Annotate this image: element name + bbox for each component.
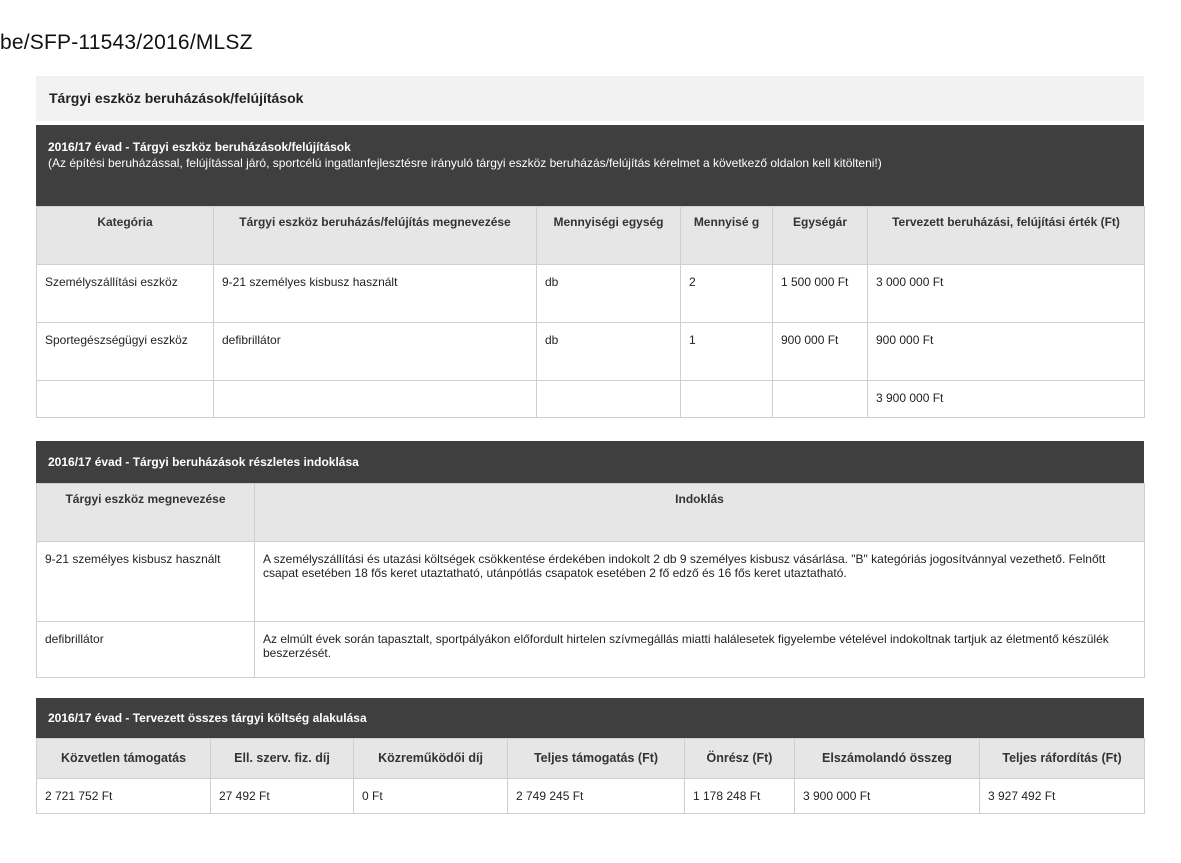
- table-row: [37, 265, 1145, 323]
- col-header: Ell. szerv. fiz. díj: [211, 739, 354, 779]
- cell-own-contribution: 1 178 248 Ft: [685, 779, 795, 814]
- cell-control-fee: 27 492 Ft: [211, 779, 354, 814]
- cell-category: Személyszállítási eszköz: [37, 265, 214, 323]
- justification-table: [36, 483, 1145, 678]
- cell-accountable-amount: 3 900 000 Ft: [795, 779, 980, 814]
- cell-quantity: 2: [681, 265, 773, 323]
- assets-table-header-row: [37, 207, 1145, 265]
- cell-item-name: 9-21 személyes kisbusz használt: [37, 542, 255, 622]
- col-header: Teljes támogatás (Ft): [508, 739, 685, 779]
- cost-summary-table: [36, 738, 1145, 814]
- cell-unit-price: 1 500 000 Ft: [773, 265, 868, 323]
- cell-justification: A személyszállítási és utazási költségek csökkentése érdekében indokolt 2 db 9 személyes kisbusz vásárlása. "B" kategóriás jogosítvánnyal vezethető. Felnőtt csapat esetében 18 fős keret utaztatható, utánpótlás csapatok esetében 2 fő edző és 16 fős keret utaztatható.: [255, 542, 1145, 622]
- cost-summary-header-row: [37, 739, 1145, 779]
- cell-total-expenditure: 3 927 492 Ft: [980, 779, 1145, 814]
- table-row: [37, 323, 1145, 381]
- cost-summary-table-block: [36, 698, 1144, 814]
- cell-quantity: 1: [681, 323, 773, 381]
- col-header: Kategória: [37, 207, 214, 265]
- cell-category: Sportegészségügyi eszköz: [37, 323, 214, 381]
- table-row: [37, 542, 1145, 622]
- cell-planned-value: 900 000 Ft: [868, 323, 1145, 381]
- cell-item-name: defibrillátor: [37, 622, 255, 678]
- col-header: Tárgyi eszköz megnevezése: [37, 484, 255, 542]
- assets-table: [36, 206, 1145, 418]
- table-row: [37, 779, 1145, 814]
- col-header: Mennyisé g: [681, 207, 773, 265]
- justification-header-row: [37, 484, 1145, 542]
- col-header: Teljes ráfordítás (Ft): [980, 739, 1145, 779]
- col-header: Mennyiségi egység: [537, 207, 681, 265]
- assets-table-note: (Az építési beruházással, felújítással járó, sportcélú ingatlanfejlesztésre irányuló tárgyi eszköz beruházás/felújítás kérelmet a következő oldalon kell kitölteni!): [48, 156, 882, 170]
- section-title: Tárgyi eszköz beruházások/felújítások: [36, 76, 1144, 121]
- cell-unit: db: [537, 323, 681, 381]
- col-header: Indoklás: [255, 484, 1145, 542]
- col-header: Tervezett beruházási, felújítási érték (Ft): [868, 207, 1145, 265]
- table-row: [37, 622, 1145, 678]
- justification-table-block: [36, 441, 1144, 678]
- cell-item-name: defibrillátor: [214, 323, 537, 381]
- cell-total-support: 2 749 245 Ft: [508, 779, 685, 814]
- cell-total: 3 900 000 Ft: [868, 381, 1145, 418]
- total-row: [37, 381, 1145, 418]
- cell-intermediary-fee: 0 Ft: [354, 779, 508, 814]
- assets-table-title-bar: [36, 125, 1144, 206]
- assets-table-block: [36, 125, 1144, 418]
- cell-unit: db: [537, 265, 681, 323]
- justification-table-title: 2016/17 évad - Tárgyi beruházások részletes indoklása: [36, 441, 1144, 483]
- cell-justification: Az elmúlt évek során tapasztalt, sportpályákon előfordult hirtelen szívmegállás miatti halálesetek figyelembe vételével indokoltnak tartjuk az életmentő készülék beszerzését.: [255, 622, 1145, 678]
- document-id: be/SFP-11543/2016/MLSZ: [0, 31, 253, 54]
- cell-unit-price: 900 000 Ft: [773, 323, 868, 381]
- cost-summary-table-title: 2016/17 évad - Tervezett összes tárgyi költség alakulása: [36, 698, 1144, 738]
- col-header: Elszámolandó összeg: [795, 739, 980, 779]
- col-header: Önrész (Ft): [685, 739, 795, 779]
- cell-item-name: 9-21 személyes kisbusz használt: [214, 265, 537, 323]
- cell-planned-value: 3 000 000 Ft: [868, 265, 1145, 323]
- col-header: Közreműködői díj: [354, 739, 508, 779]
- cell-direct-support: 2 721 752 Ft: [37, 779, 211, 814]
- col-header: Tárgyi eszköz beruházás/felújítás megnevezése: [214, 207, 537, 265]
- col-header: Közvetlen támogatás: [37, 739, 211, 779]
- assets-table-title: 2016/17 évad - Tárgyi eszköz beruházások/felújítások: [48, 140, 351, 154]
- col-header: Egységár: [773, 207, 868, 265]
